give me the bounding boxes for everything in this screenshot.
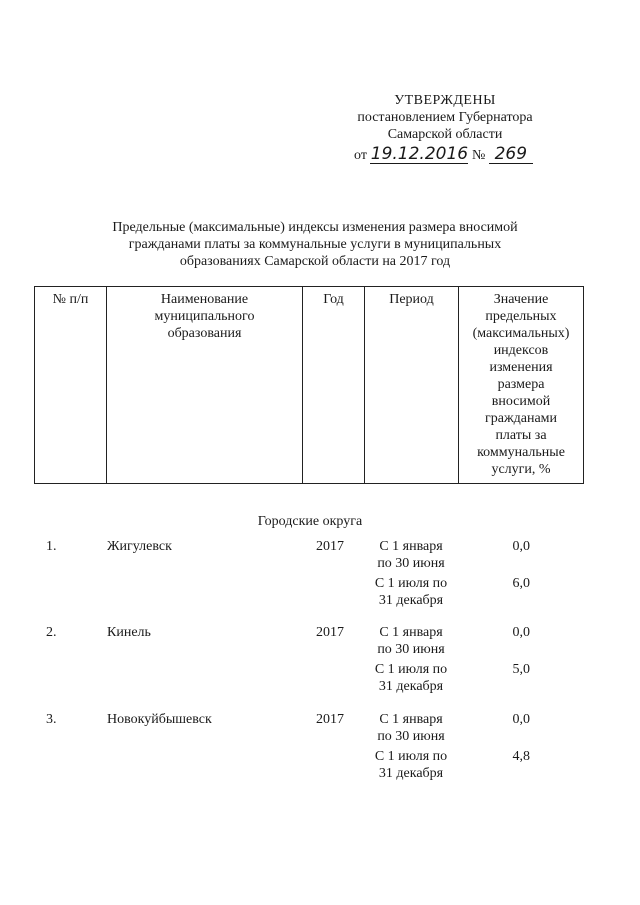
row-values <box>490 711 530 765</box>
document-title <box>90 219 540 270</box>
index-value: 0,0 <box>512 625 530 640</box>
period-line: С 1 июля по <box>374 749 448 764</box>
header-number-label: № п/п <box>52 292 89 307</box>
section-title: Городские округа <box>257 514 363 529</box>
header-cell-value <box>459 287 583 483</box>
header-value-line: (максимальных) <box>472 326 570 341</box>
row-year: 2017 <box>316 625 344 640</box>
header-value-line: изменения <box>489 360 553 375</box>
period-line: С 1 января <box>379 625 443 640</box>
table-row <box>0 538 640 618</box>
header-value-line: коммунальные <box>477 445 565 460</box>
row-municipality: Кинель <box>107 625 151 640</box>
row-period <box>356 538 466 609</box>
row-values <box>490 538 530 592</box>
approval-line-1: постановлением Губернатора <box>357 110 533 125</box>
title-line-1: Предельные (максимальные) индексы изменения размера вносимой <box>112 220 518 235</box>
row-municipality: Жигулевск <box>107 539 172 554</box>
index-value: 6,0 <box>512 576 530 591</box>
handwritten-date: 19.12.2016 <box>370 144 469 164</box>
row-number: 2. <box>46 625 57 640</box>
row-values <box>490 624 530 678</box>
index-value: 4,8 <box>512 749 530 764</box>
header-value-line: платы за <box>495 428 547 443</box>
title-line-2: гражданами платы за коммунальные услуги в муниципальных <box>128 237 502 252</box>
title-line-3: образованиях Самарской области на 2017 год <box>179 254 451 269</box>
period-line: 31 декабря <box>378 679 444 694</box>
period-line: С 1 января <box>379 712 443 727</box>
row-period <box>356 711 466 782</box>
index-value: 5,0 <box>512 662 530 677</box>
row-year: 2017 <box>316 712 344 727</box>
header-cell-year <box>303 287 365 483</box>
from-label: от <box>354 148 367 163</box>
period-line: по 30 июня <box>377 556 445 571</box>
header-cell-period <box>365 287 459 483</box>
table-row <box>0 624 640 704</box>
row-number: 1. <box>46 539 57 554</box>
table-row <box>0 711 640 791</box>
approval-line-2: Самарской области <box>387 127 503 142</box>
period-line: С 1 июля по <box>374 662 448 677</box>
approval-block <box>340 92 550 165</box>
header-value-line: индексов <box>493 343 549 358</box>
header-year-label: Год <box>323 292 344 307</box>
header-period-label: Период <box>389 292 434 307</box>
header-name-line: муниципального <box>154 309 255 324</box>
header-name-line: Наименование <box>160 292 249 307</box>
header-value-line: гражданами <box>484 411 558 426</box>
header-table <box>34 286 584 484</box>
row-number: 3. <box>46 712 57 727</box>
header-name-line: образования <box>167 326 242 341</box>
index-value: 0,0 <box>512 712 530 727</box>
number-label: № <box>471 148 486 163</box>
header-value-line: вносимой <box>491 394 551 409</box>
period-line: 31 декабря <box>378 593 444 608</box>
period-line: С 1 января <box>379 539 443 554</box>
header-value-line: услуги, % <box>491 462 551 477</box>
header-cell-number <box>35 287 107 483</box>
row-municipality: Новокуйбышевск <box>107 712 212 727</box>
period-line: по 30 июня <box>377 642 445 657</box>
header-value-line: предельных <box>485 309 557 324</box>
approval-date-line <box>340 145 550 165</box>
row-period <box>356 624 466 695</box>
index-value: 0,0 <box>512 539 530 554</box>
approval-heading: УТВЕРЖДЕНЫ <box>394 93 496 108</box>
row-year: 2017 <box>316 539 344 554</box>
period-line: 31 декабря <box>378 766 444 781</box>
header-cell-name <box>107 287 303 483</box>
header-value-line: размера <box>497 377 545 392</box>
period-line: по 30 июня <box>377 729 445 744</box>
header-value-line: Значение <box>493 292 549 307</box>
handwritten-number: 269 <box>489 145 533 164</box>
period-line: С 1 июля по <box>374 576 448 591</box>
